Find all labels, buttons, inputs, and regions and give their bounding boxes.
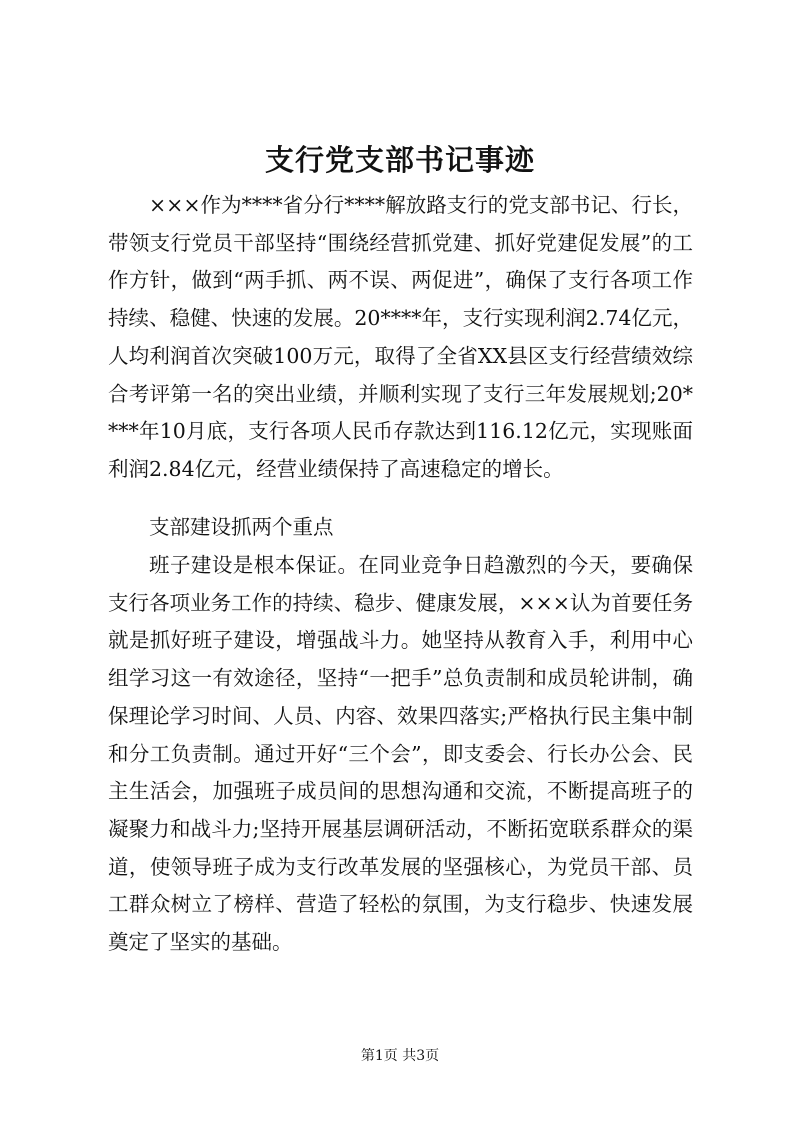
paragraph-intro: ×××作为****省分行****解放路支行的党支部书记、行长，带领支行党员干部坚持“围绕经营抓党建、抓好党建促发展”的工作方针，做到“两手抓、两不误、两促进”，确保了支行各项工作持续、稳健、快速的发展。20****年，支行实现利润2.74亿元，人均利润首次突破100万元，取得了全省XX县区支行经营绩效综合考评第一名的突出业绩，并顺利实现了支行三年发展规划;20****年10月底，支行各项人民币存款达到116.12亿元，实现账面利润2.84亿元，经营业绩保持了高速稳定的增长。 <box>108 193 693 481</box>
section-heading: 支部建设抓两个重点 <box>149 515 334 539</box>
document-title: 支行党支部书记事迹 <box>264 143 535 177</box>
paragraph-team-building: 班子建设是根本保证。在同业竞争日趋激烈的今天，要确保支行各项业务工作的持续、稳步、健康发展，×××认为首要任务就是抓好班子建设，增强战斗力。她坚持从教育入手，利用中心组学习这一有效途径，坚持“一把手”总负责制和成员轮讲制，确保理论学习时间、人员、内容、效果四落实;严格执行民主集中制和分工负责制。通过开好“三个会”，即支委会、行长办公会、民主生活会，加强班子成员间的思想沟通和交流，不断提高班子的凝聚力和战斗力;坚持开展基层调研活动，不断拓宽联系群众的渠道，使领导班子成为支行改革发展的坚强核心，为党员干部、员工群众树立了榜样、营造了轻松的氛围，为支行稳步、快速发展奠定了坚实的基础。 <box>108 553 693 955</box>
page-number-footer: 第1页 共3页 <box>360 1048 440 1064</box>
